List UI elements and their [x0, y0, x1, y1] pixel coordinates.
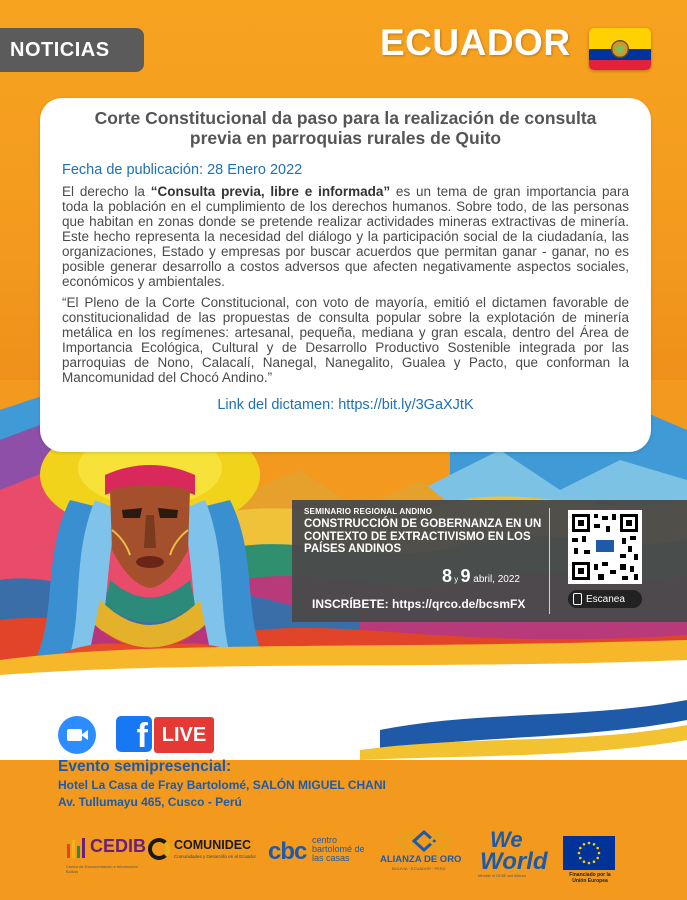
seminar-and: y	[452, 575, 461, 584]
comunidec-logo-icon	[148, 838, 170, 860]
facebook-icon[interactable]: f	[116, 716, 152, 752]
zoom-icon[interactable]	[58, 716, 96, 754]
cbc-logo-mark: cbc	[268, 838, 307, 865]
country-title: ECUADOR	[380, 22, 571, 63]
cedib-logo: CEDIB	[90, 836, 147, 856]
alianza-subtitle: BOLIVIA · ECUADOR · PERÚ	[392, 866, 446, 871]
paragraph-bold: “Consulta previa, libre e informada”	[150, 184, 391, 199]
article-card	[40, 98, 651, 452]
scan-button[interactable]	[568, 590, 642, 608]
sponsor-logos	[0, 826, 687, 896]
dictamen-link[interactable]: Link del dictamen: https://bit.ly/3GaXJtK	[217, 397, 474, 413]
alianza-de-oro-icon	[394, 830, 454, 852]
event-title: Evento semipresencial:	[58, 758, 232, 775]
comunidec-logo: COMUNIDEC	[174, 838, 252, 852]
comunidec-subtitle: Comunidades y Desarrollo en el Ecuador	[174, 854, 257, 859]
live-badge: LIVE	[154, 717, 214, 753]
seminar-title: CONSTRUCCIÓN DE GOBERNANZA EN UN CONTEXTO DE EXTRACTIVISMO EN LOS PAÍSES ANDINOS	[304, 518, 542, 555]
cedib-subtitle: Centro de Documentación e Información Bolivia	[66, 864, 138, 874]
eu-flag-icon	[563, 836, 615, 870]
seminar-register-link[interactable]: INSCRÍBETE: https://qrco.de/bcsmFX	[312, 597, 526, 611]
we-world-subtitle: Member of CIDSE and Alliance	[478, 874, 527, 878]
eu-caption: Financiado por la Unión Europea	[569, 872, 611, 884]
alianza-de-oro-logo: ALIANZA DE ORO	[380, 854, 462, 865]
event-address: Av. Tullumayu 465, Cusco - Perú	[58, 795, 242, 809]
cbc-logo-text: centro bartolomé de las casas	[312, 835, 365, 863]
seminar-day-2: 9	[460, 566, 471, 586]
paragraph-rest: es un tema de gran importancia para toda la población en el cumplimiento de los derechos humanos. Sobre todo, de las personas que habitan en zonas donde se pretende realizar actividades mineras extractivas de minería. Este hecho representa la necesidad del diálogo y la participación social de la ciudadanía, las organizaciones, Estado y empresas por buscar acuerdos que permitan ganar - ganar, no es posible generar desarrollo a costos adversos que afecten negativamente aspectos sociales, económicos y ambientales.	[62, 184, 629, 289]
article-paragraph-2: “El Pleno de la Corte Constitucional, con voto de mayoría, emitió el dictamen favorable de constitucionalidad de las propuestas de consulta popular sobre la explotación de minería metálica en los regímenes: artesanal, pequeña, mediana y gran escala, dentro del Área de Importancia Ecológica, Cultural y de Desarrollo Productivo Sostenible integrada por las parroquias de Nono, Calacalí, Nanegal, Nanegalito, Gualea y Pacto, que conforman la Mancomunidad del Chocó Andino.”	[62, 295, 629, 385]
scan-label: Escanea	[586, 593, 625, 605]
publication-date: Fecha de publicación: 28 Enero 2022	[62, 162, 303, 178]
qr-code-icon[interactable]	[568, 510, 642, 584]
noticias-tag: NOTICIAS	[0, 28, 144, 72]
seminar-month-year: abril, 2022	[470, 574, 520, 585]
phone-icon	[573, 593, 582, 605]
seminar-divider	[549, 508, 550, 614]
cedib-logo-icon	[66, 836, 88, 858]
seminar-box	[292, 500, 687, 622]
seminar-date	[442, 566, 520, 587]
bottom-wave-decoration	[0, 640, 687, 760]
event-venue: Hotel La Casa de Fray Bartolomé, SALÓN MIGUEL CHANI	[58, 778, 386, 792]
we-world-logo-world: World	[480, 848, 548, 875]
seminar-kicker: SEMINARIO REGIONAL ANDINO	[304, 507, 433, 516]
article-title: Corte Constitucional da paso para la realización de consulta previa en parroquias rurales de Quito	[94, 108, 597, 148]
seminar-day-1: 8	[442, 566, 453, 586]
article-paragraph-1	[62, 184, 629, 289]
paragraph-prefix: El derecho la	[62, 184, 151, 199]
we-world-logo-we: We	[490, 827, 523, 852]
ecuador-flag-icon	[589, 28, 651, 70]
